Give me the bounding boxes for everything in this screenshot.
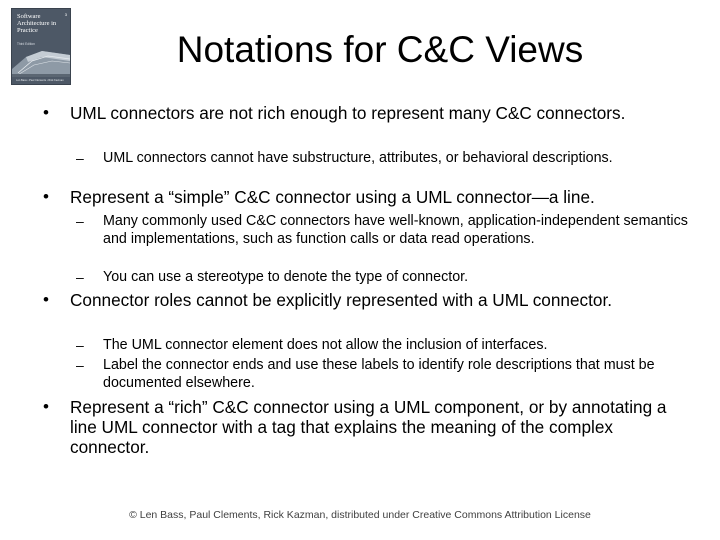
bullet-text: UML connectors are not rich enough to represent many C&C connectors. xyxy=(70,103,626,123)
bullet-marker: • xyxy=(43,187,49,206)
sub-bullet-text: You can use a stereotype to denote the type of connector. xyxy=(103,269,469,285)
bullet-marker: • xyxy=(43,103,49,122)
sub-bullet-marker: – xyxy=(76,337,84,353)
sub-bullet-text: Label the connector ends and use these labels to identify role descriptions that must be documented elsewhere. xyxy=(103,357,655,391)
bullet-marker: • xyxy=(43,397,49,416)
sub-bullet-marker: – xyxy=(76,150,84,166)
sub-bullet-text: The UML connector element does not allow the inclusion of interfaces. xyxy=(103,337,548,353)
bullet-marker: • xyxy=(43,290,49,309)
footer-copyright: © Len Bass, Paul Clements, Rick Kazman, distributed under Creative Commons Attribution License xyxy=(129,509,591,521)
bullet-text: Represent a “simple” C&C connector using a UML connector—a line. xyxy=(70,187,595,207)
book-cover-building-art xyxy=(12,47,70,77)
book-cover-subtitle: Third Edition xyxy=(17,42,35,46)
book-cover-title: Software Architecture in Practice xyxy=(17,13,57,34)
sub-bullet-marker: – xyxy=(76,213,84,229)
sub-bullet-marker: – xyxy=(76,357,84,373)
sub-bullet-text: UML connectors cannot have substructure, attributes, or behavioral descriptions. xyxy=(103,150,613,166)
sub-bullet-marker: – xyxy=(76,269,84,285)
slide-title: Notations for C&C Views xyxy=(176,29,584,70)
bullet-text: Connector roles cannot be explicitly represented with a UML connector. xyxy=(70,290,613,310)
book-cover-image xyxy=(12,9,70,84)
bullet-text: Represent a “rich” C&C connector using a UML component, or by annotating a line UML connector with a tag that explains the meaning of the complex connector. xyxy=(70,397,667,457)
sub-bullet-text: Many commonly used C&C connectors have well-known, application-independent semantics and implementations, such as function calls or data read operations. xyxy=(103,213,688,247)
book-cover-edition-mark: 3 xyxy=(64,12,67,17)
book-cover-authors: Len Bass • Paul Clements • Rick Kazman xyxy=(16,79,64,82)
